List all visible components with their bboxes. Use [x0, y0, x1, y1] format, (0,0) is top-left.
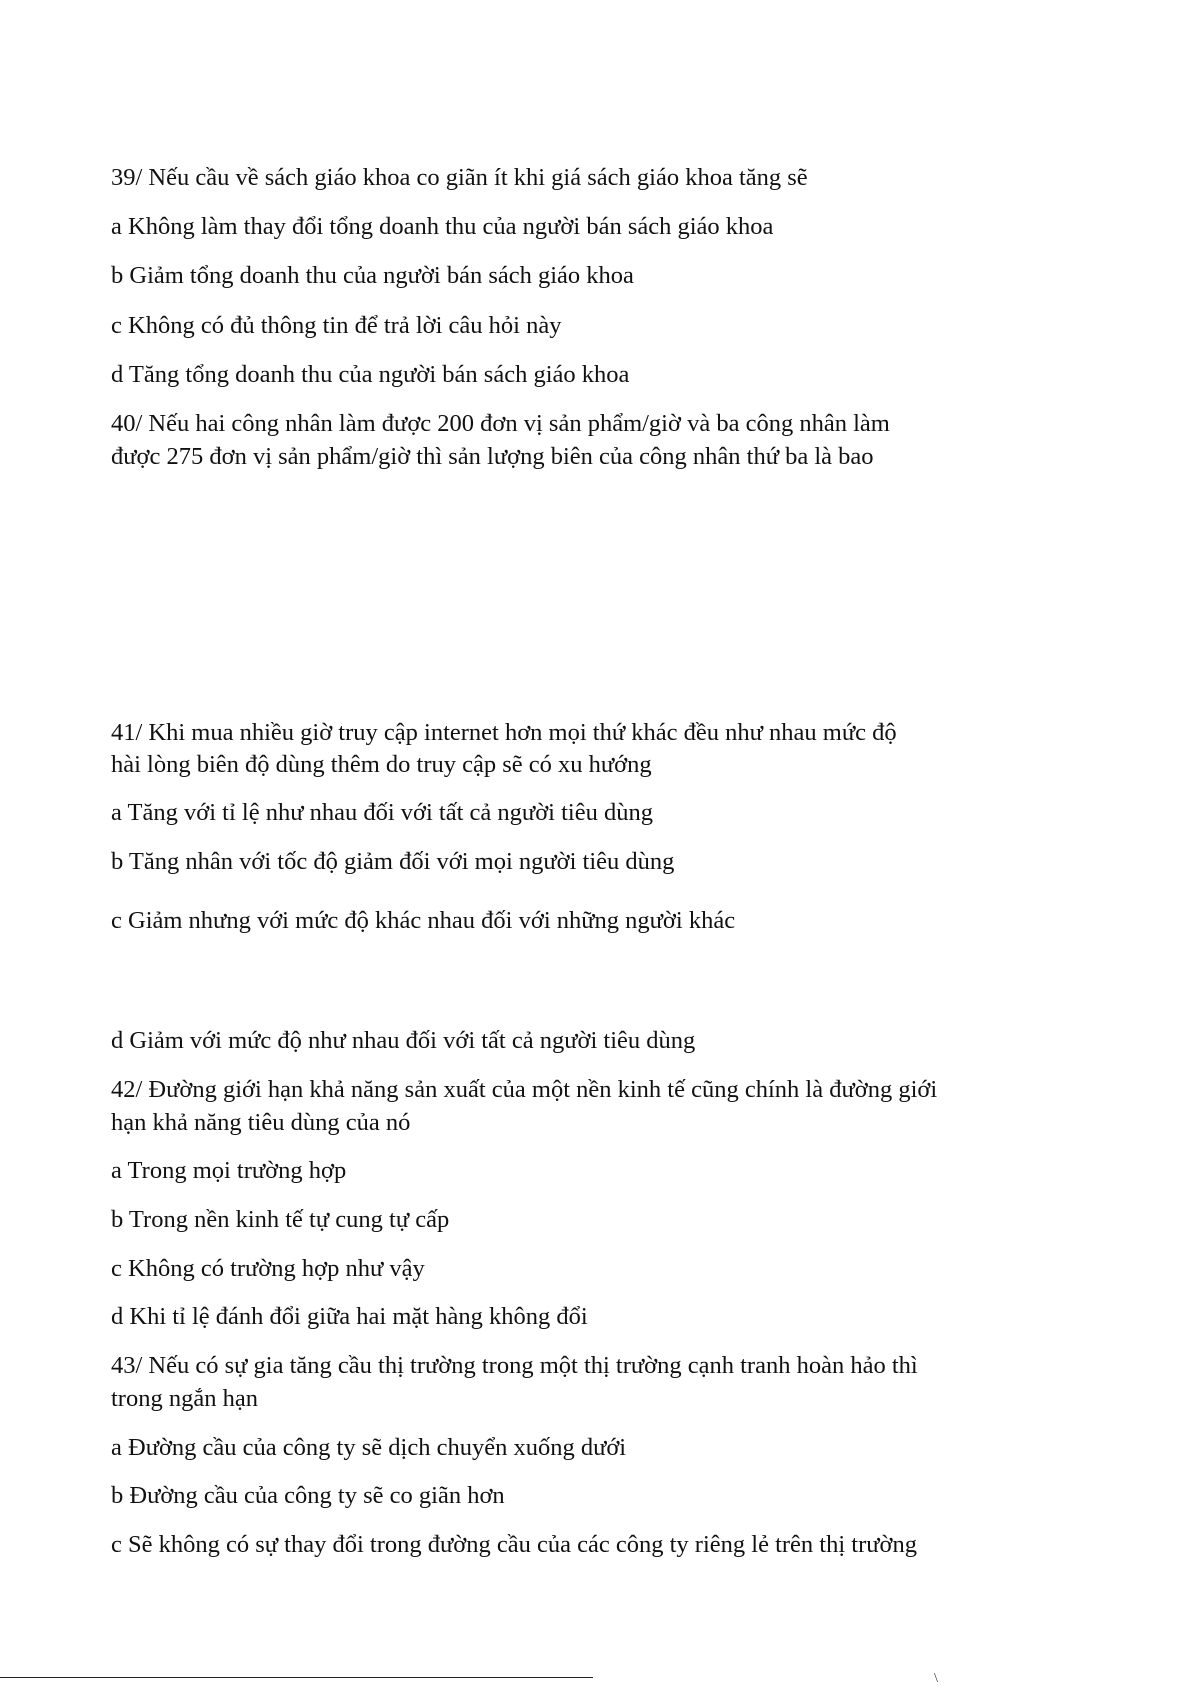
q39-option-b: b Giảm tổng doanh thu của người bán sách giáo khoa	[111, 262, 634, 289]
question-41-line-2: hài lòng biên độ dùng thêm do truy cập sẽ có xu hướng	[111, 751, 652, 778]
question-42-line-2: hạn khả năng tiêu dùng của nó	[111, 1109, 411, 1136]
q43-option-c: c Sẽ không có sự thay đổi trong đường cầu của các công ty riêng lẻ trên thị trường	[111, 1531, 917, 1558]
q42-option-d: d Khi tỉ lệ đánh đổi giữa hai mặt hàng không đổi	[111, 1303, 588, 1330]
q43-option-b: b Đường cầu của công ty sẽ co giãn hơn	[111, 1482, 505, 1509]
footer-mark: \	[934, 1671, 938, 1686]
q41-option-d: d Giảm với mức độ như nhau đối với tất cả người tiêu dùng	[111, 1027, 696, 1054]
question-39: 39/ Nếu cầu về sách giáo khoa co giãn ít khi giá sách giáo khoa tăng sẽ	[111, 164, 808, 191]
question-40-line-2: được 275 đơn vị sản phẩm/giờ thì sản lượng biên của công nhân thứ ba là bao	[111, 443, 874, 470]
q39-option-a: a Không làm thay đổi tổng doanh thu của người bán sách giáo khoa	[111, 213, 774, 240]
question-40-line-1: 40/ Nếu hai công nhân làm được 200 đơn vị sản phẩm/giờ và ba công nhân làm	[111, 410, 890, 437]
q42-option-c: c Không có trường hợp như vậy	[111, 1255, 425, 1282]
question-41-line-1: 41/ Khi mua nhiều giờ truy cập internet hơn mọi thứ khác đều như nhau mức độ	[111, 719, 897, 746]
q41-option-b: b Tăng nhân với tốc độ giảm đối với mọi người tiêu dùng	[111, 848, 675, 875]
q41-option-a: a Tăng với tỉ lệ như nhau đối với tất cả người tiêu dùng	[111, 799, 653, 826]
question-42-line-1: 42/ Đường giới hạn khả năng sản xuất của một nền kinh tế cũng chính là đường giới	[111, 1076, 938, 1103]
q39-option-c: c Không có đủ thông tin để trả lời câu hỏi này	[111, 312, 562, 339]
q42-option-a: a Trong mọi trường hợp	[111, 1157, 347, 1184]
q43-option-a: a Đường cầu của công ty sẽ dịch chuyển xuống dưới	[111, 1434, 627, 1461]
footer-rule	[0, 1677, 593, 1678]
question-43-line-2: trong ngắn hạn	[111, 1385, 258, 1412]
q42-option-b: b Trong nền kinh tế tự cung tự cấp	[111, 1206, 450, 1233]
q41-option-c: c Giảm nhưng với mức độ khác nhau đối với những người khác	[111, 907, 736, 934]
q39-option-d: d Tăng tổng doanh thu của người bán sách giáo khoa	[111, 361, 630, 388]
question-43-line-1: 43/ Nếu có sự gia tăng cầu thị trường trong một thị trường cạnh tranh hoàn hảo thì	[111, 1352, 918, 1379]
